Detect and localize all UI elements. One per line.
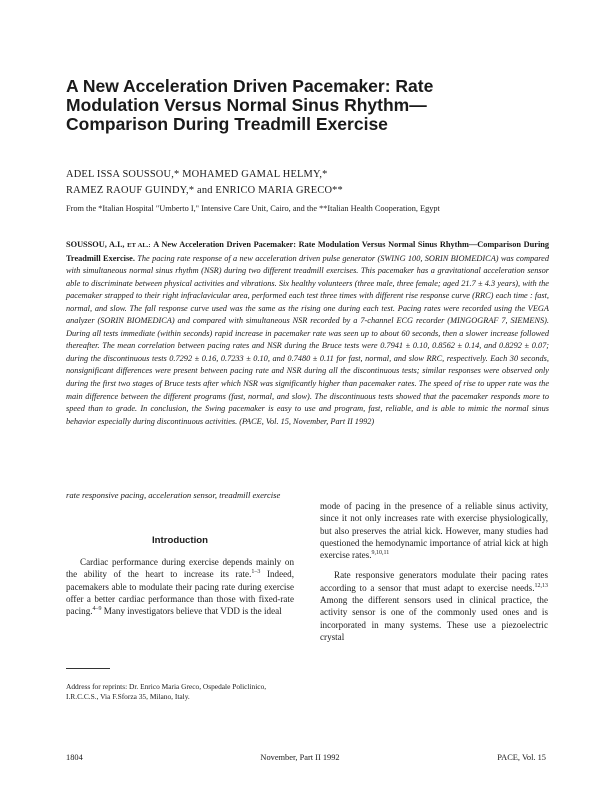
- abstract-et-al: ET AL.:: [127, 242, 151, 249]
- intro-right-text-2a: Rate responsive generators modulate their pacing rates according to a sensor that must adapt to exercise needs.: [320, 570, 548, 593]
- keywords: rate responsive pacing, acceleration sensor, treadmill exercise: [66, 490, 281, 500]
- citation-2: 4–9: [92, 606, 102, 613]
- right-column: [320, 500, 548, 643]
- abstract: [66, 239, 549, 428]
- footnote: Address for reprints: Dr. Enrico Maria Greco, Ospedale Policlinico, I.R.C.C.S., Via F.Sforza 35, Milano, Italy.: [66, 682, 267, 702]
- author-list: [66, 167, 536, 199]
- issue-date: November, Part II 1992: [260, 753, 340, 762]
- citation-3: 9,10,11: [371, 550, 390, 557]
- intro-paragraph-right-1: [320, 500, 548, 561]
- abstract-body: The pacing rate response of a new acceleration driven pulse generator (SWING 100, SORIN BIOMEDICA) was compared with simultaneous normal sinus rhythm (NSR) during two different treadmill exercises. This pacemaker has a gravitational acceleration sensor able to discriminate between physical activities and vibrations. Six healthy volunteers (three male, three female; aged 21.7 ± 4.3 years), with the pacemaker strapped to their right infraclavicular area, performed each test three times with different rise response curve (RRC) each time : fast, normal, and slow. The fall response curve used was the same as the rising one during each test. Pacing rates were recorded using the VEGA analyzer (SORIN BIOMEDICA) and compared with simultaneous NSR recorded by a 7-channel ECG recorder (MINGOGRAF 7, SIEMENS). During all tests immediate (within seconds) rapid increase in pacemaker rate was seen up to about 60 seconds, then a slower increase followed thereafter. The mean correlation between pacing rates and NSR during the Bruce tests were 0.7941 ± 0.10, 0.8562 ± 0.14, and 0.8292 ± 0.07; during the discontinuous tests 0.7292 ± 0.16, 0.7233 ± 0.10, and 0.7480 ± 0.11 for fast, normal, and slow RRC, respectively. Each 30 seconds, nonsignificant differences were present between pacing rate and NSR during all the discontinuous tests; similar responses were observed only during the first two stages of Bruce tests after which NSR was significantly higher than pacemaker rates. The speed of rise to upper rate was the main difference between the different programs (fast, normal, and slow). The discontinuous tests showed that the pacemaker responds more to speed than to grade. In conclusion, the Swing pacemaker is easy to use and program, fast, reliable, and is able to mimic the normal sinus behavior especially during discontinuous activities. (PACE, Vol. 15, November, Part II 1992): [66, 253, 549, 426]
- intro-right-text-1: mode of pacing in the presence of a reliable sinus activity, since it not only increases rate with exercise physiologically, but also preserves the atrial kick. However, many studies had questioned the hemodynamic importance of atrial kick at high exercise rates.: [320, 501, 548, 561]
- citation-4: 12,13: [534, 582, 548, 589]
- abstract-lead-title: A New Acceleration Driven Pacemaker: Rate Modulation Versus Normal Sinus Rhythm—Comparison During Treadmill Exercise.: [66, 240, 550, 263]
- citation-1: 1–3: [251, 569, 261, 576]
- intro-right-text-2b: Among the different sensors used in clinical practice, the activity sensor is one of the commonly used ones and is incorporated in many systems. These use a piezoelectric crystal: [320, 595, 548, 642]
- page-number: 1804: [66, 753, 83, 762]
- introduction-heading: Introduction: [152, 535, 208, 546]
- left-column: [66, 535, 294, 617]
- intro-left-text-c: Many investigators believe that VDD is the ideal: [101, 606, 282, 617]
- journal-name: PACE, Vol. 15: [497, 753, 546, 762]
- abstract-lead-author: SOUSSOU, A.I.,: [66, 240, 125, 249]
- article-title: A New Acceleration Driven Pacemaker: Rate Modulation Versus Normal Sinus Rhythm—Comparison During Treadmill Exercise: [66, 76, 434, 134]
- affiliation: From the *Italian Hospital "Umberto I," Intensive Care Unit, Cairo, and the **Italian Health Cooperation, Egypt: [66, 204, 440, 213]
- author-line-2: RAMEZ RAOUF GUINDY,* and ENRICO MARIA GRECO**: [66, 185, 343, 196]
- footnote-divider: [66, 668, 110, 669]
- intro-left-text-a: Cardiac performance during exercise depends mainly on the ability of the heart to increase its rate.: [66, 557, 294, 580]
- author-line-1: ADEL ISSA SOUSSOU,* MOHAMED GAMAL HELMY,*: [66, 169, 328, 180]
- intro-left-text-b: Indeed, pacemakers able to modulate their pacing rate during exercise offer a better cardiac performance than those with fixed-rate pacing.: [66, 569, 294, 617]
- intro-paragraph-left: [66, 556, 294, 617]
- intro-paragraph-right-2: [320, 569, 548, 643]
